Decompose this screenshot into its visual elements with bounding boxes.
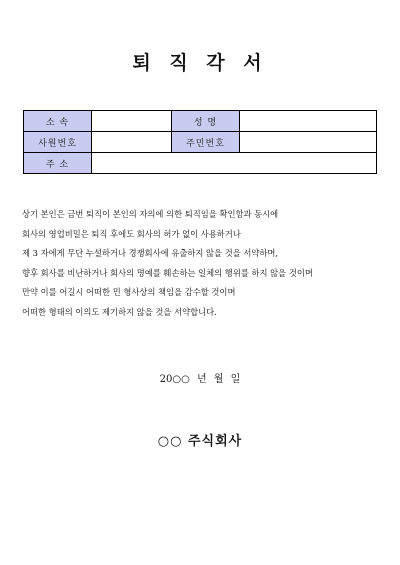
employee-info-table bbox=[23, 110, 377, 174]
resident-number-value[interactable] bbox=[240, 132, 377, 153]
name-value[interactable] bbox=[240, 111, 377, 132]
date-line: 20○○ 년 월 일 bbox=[159, 374, 241, 385]
department-value[interactable] bbox=[92, 111, 172, 132]
company-name: ○○ 주식회사 bbox=[157, 434, 243, 449]
resident-number-label: 주민번호 bbox=[172, 132, 240, 153]
table-row bbox=[24, 111, 377, 132]
body-line: 만약 이를 어길시 어떠한 민 형사상의 책임을 감수할 것이며 bbox=[22, 287, 236, 298]
name-label: 성 명 bbox=[172, 111, 240, 132]
body-line: 제 3 자에게 무단 누설하거나 경쟁회사에 유출하지 않을 것을 서약하며, bbox=[22, 248, 279, 259]
body-line: 상기 본인은 금번 퇴직이 본인의 자의에 의한 퇴직임을 확인함과 동시에 bbox=[22, 209, 279, 219]
pledge-body bbox=[22, 205, 382, 323]
table-row bbox=[24, 153, 377, 174]
body-line: 어떠한 형태의 이의도 제기하지 않을 것을 서약합니다. bbox=[22, 306, 217, 317]
department-label: 소 속 bbox=[24, 111, 92, 132]
body-line: 회사의 영업비밀은 퇴직 후에도 회사의 허가 없이 사용하거나 bbox=[22, 228, 241, 239]
address-value[interactable] bbox=[92, 153, 377, 174]
table-row bbox=[24, 132, 377, 153]
employee-number-value[interactable] bbox=[92, 132, 172, 153]
body-line: 향후 회사를 비난하거나 회사의 명예를 훼손하는 일체의 행위를 하지 않을 것이며 bbox=[22, 267, 313, 278]
employee-number-label: 사원번호 bbox=[24, 132, 92, 153]
address-label: 주 소 bbox=[24, 153, 92, 174]
document-title: 퇴 직 각 서 bbox=[132, 52, 268, 74]
